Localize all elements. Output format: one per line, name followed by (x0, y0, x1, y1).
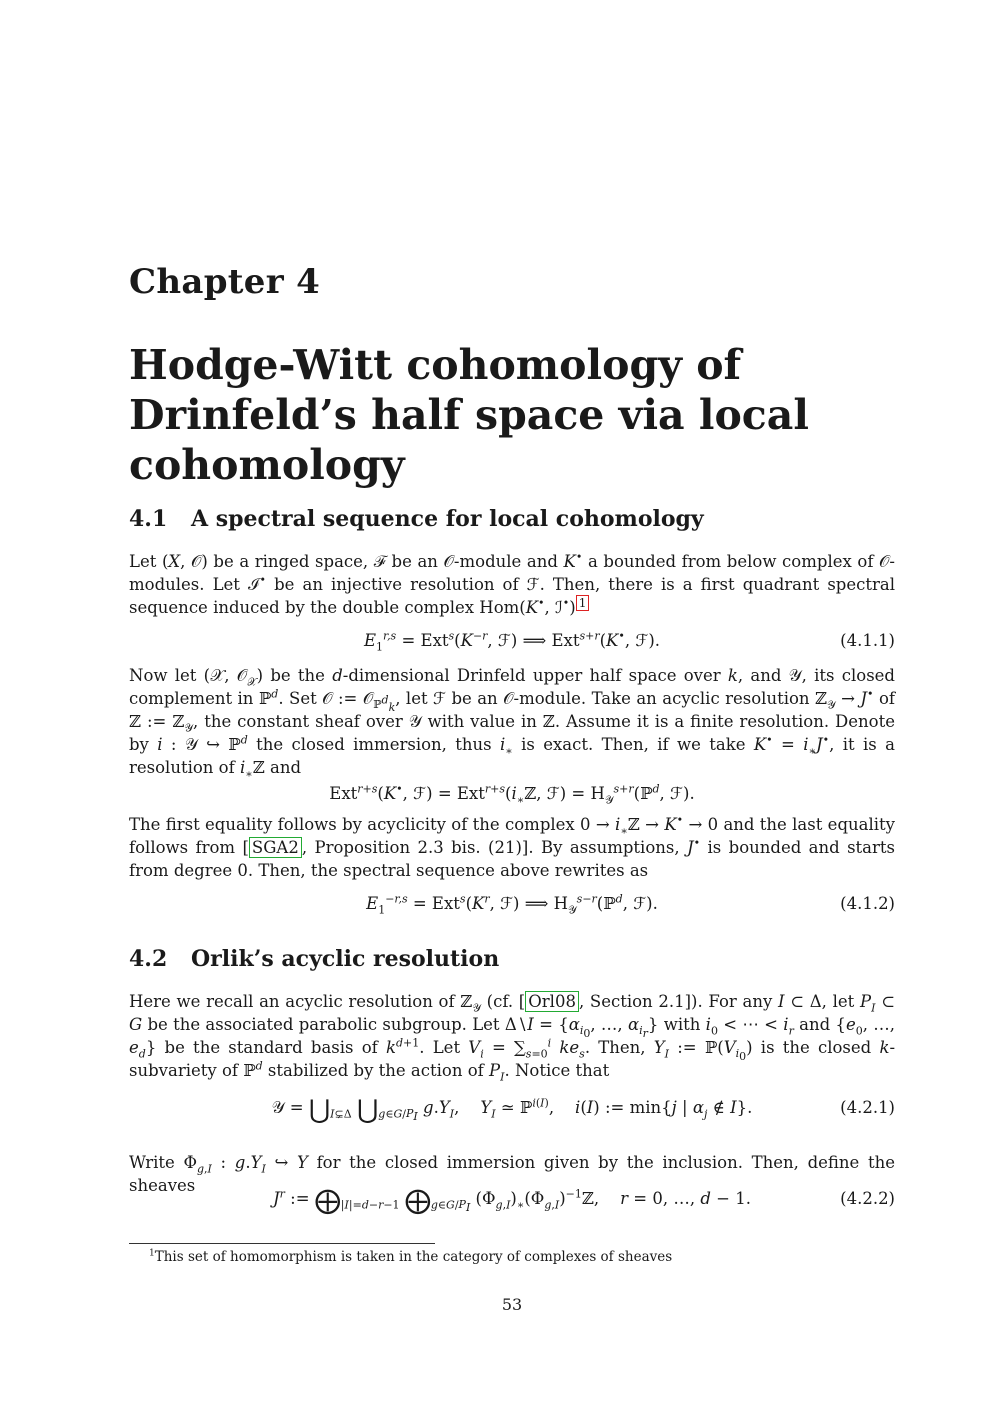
paragraph-3: The first equality follows by acyclicity of the complex $0 \to i_∗ℤ \to K^• \to 0$ and the last equality follows from [ SGA2 , Proposition 2.3 bis. (21)]. By assumptions, J• is bounded and starts from degree 0. Then, the spectral sequence above rewrites as (129, 813, 896, 880)
section-title: Orlik’s acyclic resolution (191, 946, 500, 972)
paragraph-4: Here we recall an acyclic resolution of ℤ$_𝒴$ (cf. [ Orl08 , Section 2.1]). For any I ⊂ Δ, let $P_I$ ⊂ G be the associated parabolic subgroup. Let Δ∖I = {$\alpha_{i_0}$, …, $\alpha_{i_r}$} with $i_0$ < ⋯ < $i_r$ and {$e_0$, …, $e_d$} be the standard basis of $k^{d+1}$. Let $V_i = \sum_{s=0}^i$ $ke_s$. Then, $Y_I$ := $ℙ(V_{i_0})$ is the closed k-subvariety of ℙ$^d$ stabilized by the action of $P_I$. Notice that (129, 992, 896, 1084)
page-number: 53 (501, 1295, 523, 1314)
equation-number: (4.1.1) (840, 631, 895, 650)
equation-number: (4.1.2) (840, 894, 895, 913)
footnote-rule (129, 1243, 435, 1244)
equation-4-2-1: 𝒴 = $⋃_{I⊊\Delta}$ $⋃_{g\in G/P_I}$ $g.Y_I$, $Y_I$ ≃ ℙ$^{i(I)}$, i(I) := min{j | $\alpha_j$ ∉ I}. (4.2.1) (271, 1095, 895, 1125)
equation-number: (4.2.1) (840, 1098, 895, 1117)
equation-ext: Ext$^{r+s}$(K•, ℱ) = $Ext^{r+s}(i_∗ℤ$, ℱ) = $H_𝒴^{s+r}(ℙ^d$, ℱ). (329, 782, 695, 807)
citation-orl08[interactable]: Orl08 (525, 991, 579, 1012)
footnote-ref[interactable]: 1 (576, 595, 590, 611)
section-heading-4-1 (129, 506, 704, 532)
paragraph-1: Let (X, 𝒪) be a ringed space, ℱ be an 𝒪-module and K• a bounded from below complex of 𝒪-modules. Let ℐ• be an injective resolution of ℱ. Then, there is a first quadrant spectral sequence induced by the double complex Hom(K•, ℐ•) $^1$ (129, 550, 895, 617)
footnote (149, 1248, 672, 1266)
paragraph-5: Write $\Phi_{g,I}$ : $g.Y_I$ ↪ Y for the closed immersion given by the inclusion. Then, define the sheaves (129, 1153, 895, 1195)
chapter-title: Hodge-Witt cohomology of Drinfeld’s half space via local cohomology (129, 341, 809, 489)
equation-number: (4.2.2) (840, 1189, 895, 1208)
equation-4-1-2: $E_1^{-r,s} = Ext^s(K^r$, ℱ) ⟹ $H_𝒴^{s-r}(ℙ^d$, ℱ). (4.1.2) (366, 892, 895, 917)
equation-4-1-1: $E_1^{r,s} = Ext^s(K^{-r}$, ℱ) ⟹ Ext$^{s+r}$(K•, ℱ). (4.1.1) (363, 629, 895, 654)
equation-4-2-2: $J^r$ := $⨁_{|I|=d-r-1}$ $⨁_{g\in G/P_I}$ $(\Phi_{g,I})_∗(\Phi_{g,I})^{-1}ℤ$, r = 0, …, d − 1. (4.2.2) (273, 1186, 895, 1216)
section-number: 4.1 (129, 506, 168, 532)
footnote-mark: 1 (149, 1248, 155, 1259)
citation-sga2[interactable]: SGA2 (249, 837, 302, 858)
chapter-label: Chapter 4 (129, 262, 321, 302)
footnote-text: This set of homomorphism is taken in the category of complexes of sheaves (154, 1249, 673, 1265)
section-title: A spectral sequence for local cohomology (191, 506, 704, 532)
section-heading-4-2 (129, 946, 499, 972)
paragraph-2: Now let (𝒳, 𝒪$_𝒳$) be the d-dimensional Drinfeld upper half space over k, and 𝒴, its closed complement in ℙ$^d$. Set 𝒪 := 𝒪$_{ℙ^d_k}$, let ℱ be an 𝒪-module. Take an acyclic resolution ℤ$_𝒴$ → J• of ℤ := ℤ$_𝒴$, the constant sheaf over 𝒴 with value in ℤ. Assume it is a finite resolution. Denote by i : 𝒴 ↪ ℙ$^d$ the closed immersion, thus $i_∗$ is exact. Then, if we take $K^• = i_∗J^•$, it is a resolution of $i_∗ℤ$ and (129, 666, 896, 781)
section-number: 4.2 (129, 946, 168, 972)
